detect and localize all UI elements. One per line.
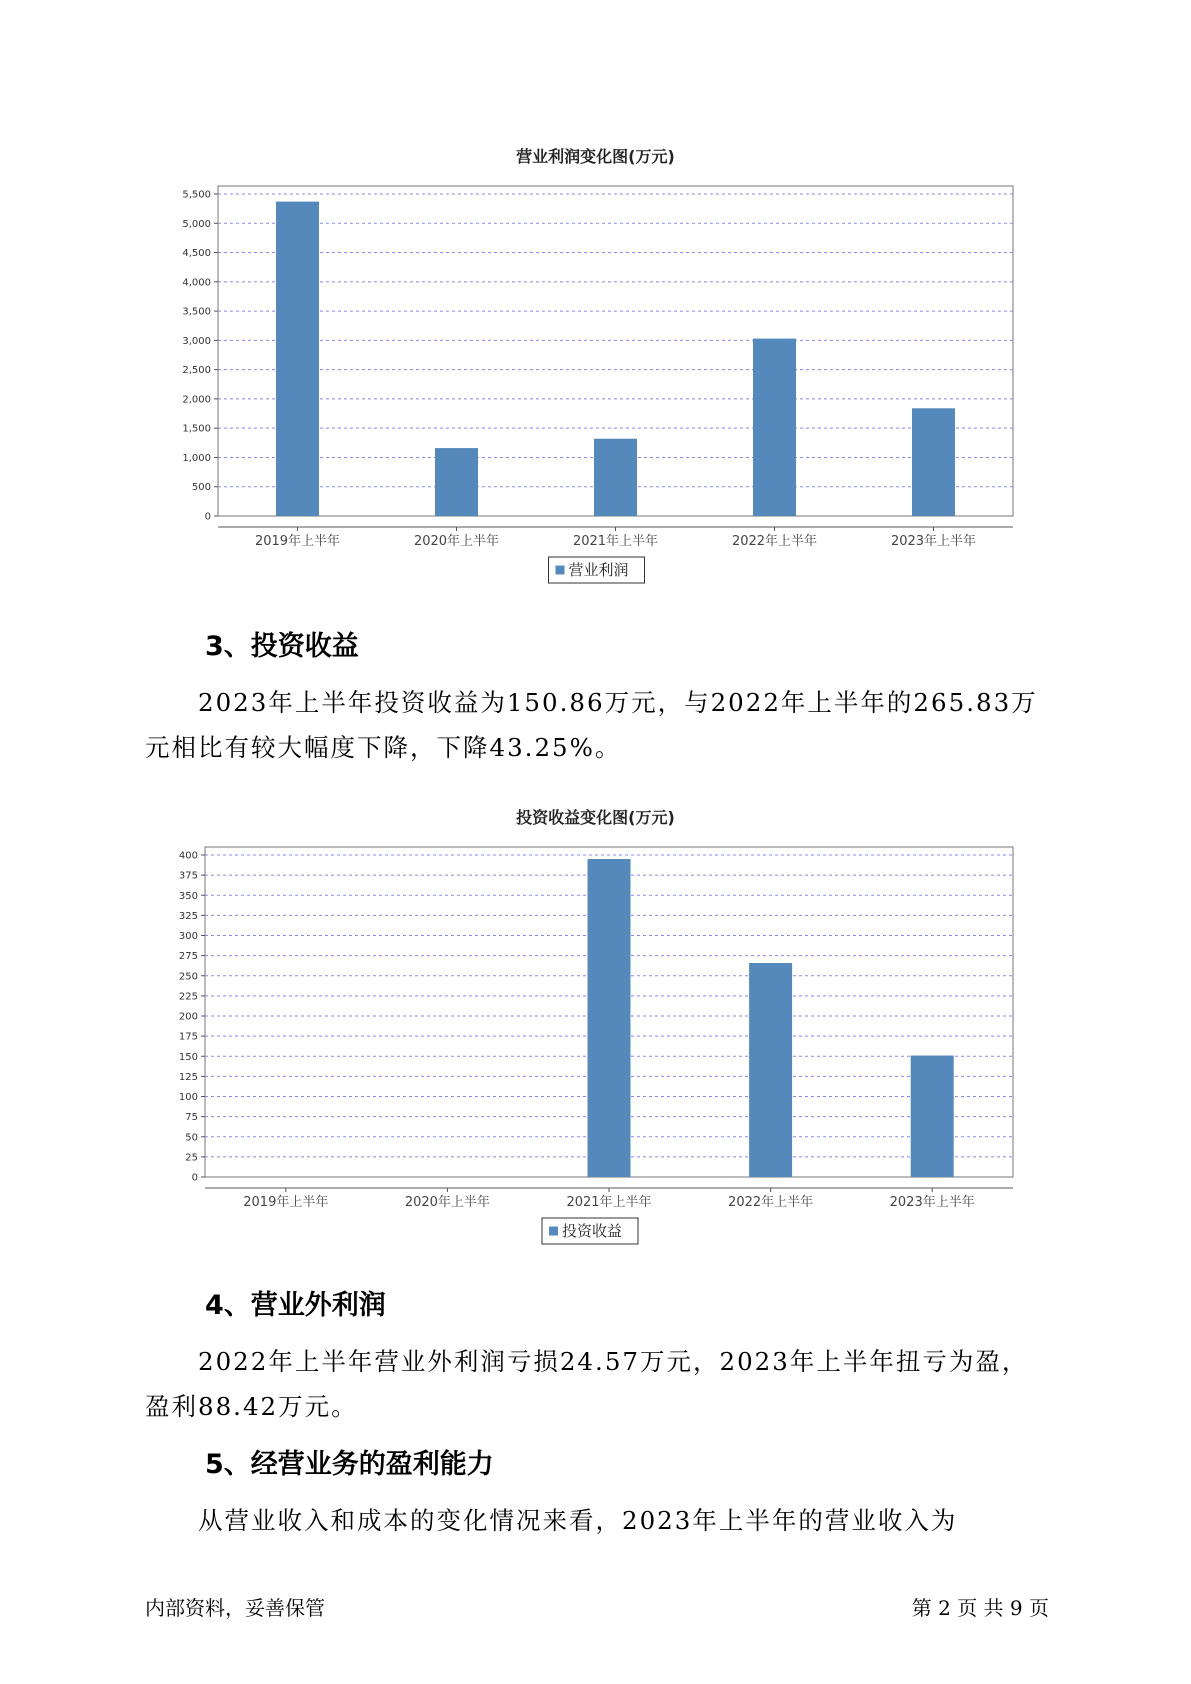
legend-label: 投资收益 — [562, 1222, 623, 1240]
y-tick-label: 125 — [178, 1071, 198, 1083]
section-3-paragraph: 2023年上半年投资收益为150.86万元，与2022年上半年的265.83万元相比有较大幅度下降，下降43.25%。 — [145, 688, 1038, 762]
operating-profit-chart — [0, 165, 1191, 585]
y-tick-label: 150 — [178, 1051, 198, 1063]
bar — [749, 963, 792, 1177]
y-tick-label: 2,500 — [182, 365, 211, 377]
x-tick-label: 2022年上半年 — [731, 534, 818, 549]
footer-confidential-note: 内部资料，妥善保管 — [145, 1596, 325, 1620]
legend-swatch — [556, 566, 565, 575]
bar — [276, 202, 319, 516]
section-4-paragraph: 2022年上半年营业外利润亏损24.57万元，2023年上半年扭亏为盈，盈利88.42万元。 — [145, 1347, 1029, 1421]
y-tick-label: 25 — [185, 1152, 198, 1164]
y-tick-label: 2,000 — [182, 394, 211, 406]
bar — [435, 448, 478, 516]
y-tick-label: 200 — [178, 1011, 198, 1023]
bar — [594, 439, 637, 516]
y-tick-label: 0 — [204, 511, 211, 523]
y-tick-label: 5,500 — [182, 189, 211, 201]
y-tick-label: 4,500 — [182, 248, 211, 260]
section-5-paragraph: 从营业收入和成本的变化情况来看，2023年上半年的营业收入为 — [198, 1506, 958, 1535]
y-tick-label: 100 — [178, 1092, 198, 1103]
y-tick-label: 275 — [178, 951, 198, 963]
y-tick-label: 75 — [185, 1112, 198, 1124]
section-4-heading: 4、营业外利润 — [205, 1290, 386, 1321]
y-tick-label: 1,500 — [182, 423, 211, 435]
bar — [912, 408, 955, 516]
x-tick-label: 2023年上半年 — [889, 1195, 975, 1210]
chart1-title: 营业利润变化图(万元) — [516, 147, 675, 166]
y-tick-label: 375 — [178, 870, 198, 882]
x-tick-label: 2022年上半年 — [728, 1195, 814, 1210]
y-tick-label: 300 — [178, 931, 198, 942]
x-tick-label: 2023年上半年 — [890, 534, 977, 549]
y-tick-label: 325 — [178, 910, 198, 922]
x-tick-label: 2020年上半年 — [413, 534, 500, 549]
section-3-heading: 3、投资收益 — [205, 631, 359, 662]
x-tick-label: 2020年上半年 — [404, 1195, 490, 1210]
bar — [588, 859, 631, 1177]
y-tick-label: 225 — [178, 991, 198, 1003]
y-tick-label: 400 — [178, 850, 198, 862]
x-tick-label: 2019年上半年 — [254, 534, 341, 549]
bar — [911, 1056, 954, 1177]
y-tick-label: 175 — [178, 1031, 198, 1043]
y-tick-label: 3,500 — [182, 306, 211, 318]
chart2-title: 投资收益变化图(万元) — [516, 808, 675, 827]
x-tick-label: 2021年上半年 — [566, 1195, 652, 1210]
investment-income-chart — [0, 826, 1191, 1246]
y-tick-label: 350 — [178, 890, 198, 902]
y-tick-label: 4,000 — [182, 277, 211, 289]
y-tick-label: 1,000 — [182, 452, 211, 464]
legend-swatch — [549, 1227, 558, 1236]
y-tick-label: 0 — [191, 1172, 198, 1184]
y-tick-label: 5,000 — [182, 218, 211, 230]
footer-page-number: 第 2 页 共 9 页 — [911, 1596, 1049, 1620]
y-tick-label: 500 — [191, 482, 211, 494]
bar — [753, 339, 796, 516]
x-tick-label: 2019年上半年 — [243, 1195, 329, 1210]
y-tick-label: 50 — [185, 1132, 198, 1144]
x-tick-label: 2021年上半年 — [572, 534, 659, 549]
legend-label: 营业利润 — [568, 561, 629, 579]
section-5-heading: 5、经营业务的盈利能力 — [205, 1449, 494, 1480]
y-tick-label: 250 — [178, 971, 198, 983]
y-tick-label: 3,000 — [182, 335, 211, 347]
